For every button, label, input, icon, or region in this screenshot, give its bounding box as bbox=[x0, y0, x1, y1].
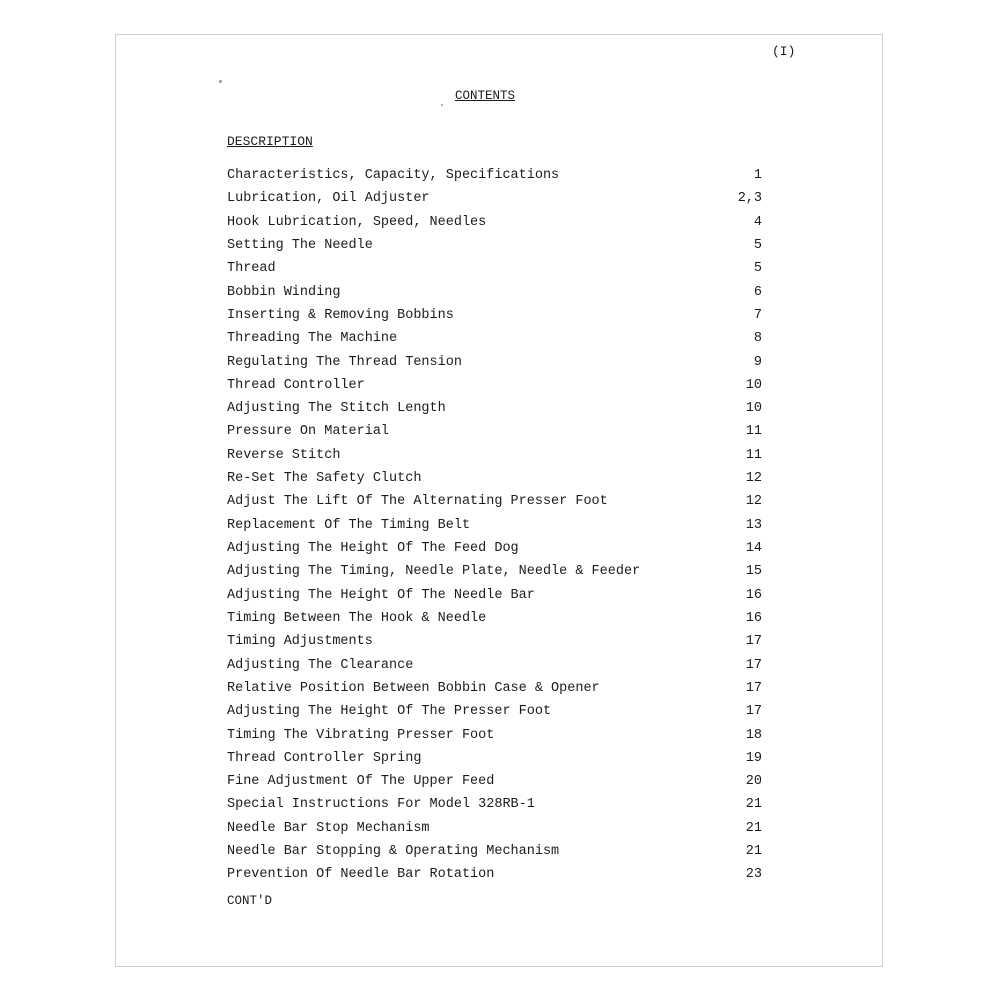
toc-entry-page: 12 bbox=[745, 494, 762, 510]
toc-entry bbox=[227, 164, 762, 187]
toc-entry-page: 16 bbox=[745, 587, 762, 603]
toc-entry bbox=[227, 793, 762, 816]
toc-entry bbox=[227, 630, 762, 653]
toc-entry-title: Fine Adjustment Of The Upper Feed bbox=[227, 774, 495, 790]
toc-entry-title: Adjusting The Clearance bbox=[227, 657, 414, 673]
toc-entry-page: 7 bbox=[753, 307, 762, 323]
toc-entry-title: Special Instructions For Model 328RB-1 bbox=[227, 797, 535, 813]
toc-entry-page: 17 bbox=[745, 704, 762, 720]
toc-entry-title: Thread bbox=[227, 261, 276, 277]
toc-entry-title: Threading The Machine bbox=[227, 331, 398, 347]
toc-entry-title: Reverse Stitch bbox=[227, 447, 341, 463]
toc-entry-page: 11 bbox=[745, 447, 762, 463]
toc-entry bbox=[227, 514, 762, 537]
toc-entry-page: 10 bbox=[745, 401, 762, 417]
page-number: (I) bbox=[772, 44, 796, 59]
toc-entry bbox=[227, 304, 762, 327]
toc-entry bbox=[227, 327, 762, 350]
toc-entry bbox=[227, 817, 762, 840]
toc-entry-page: 20 bbox=[745, 774, 762, 790]
toc-entry bbox=[227, 444, 762, 467]
toc-entry-page: 8 bbox=[753, 331, 762, 347]
toc-entry-title: Adjusting The Timing, Needle Plate, Needle & Feeder bbox=[227, 564, 641, 580]
contents-title: CONTENTS bbox=[455, 89, 516, 103]
toc-entry-title: Adjusting The Stitch Length bbox=[227, 401, 446, 417]
toc-entry bbox=[227, 374, 762, 397]
toc-entry-page: 13 bbox=[745, 517, 762, 533]
toc-entry bbox=[227, 257, 762, 280]
toc-entry-title: Adjusting The Height Of The Needle Bar bbox=[227, 587, 535, 603]
toc-entry bbox=[227, 187, 762, 210]
toc-entry-title: Replacement Of The Timing Belt bbox=[227, 517, 471, 533]
toc-entry-title: Characteristics, Capacity, Specifications bbox=[227, 168, 560, 183]
toc-entry bbox=[227, 724, 762, 747]
toc-entry-title: Needle Bar Stopping & Operating Mechanism bbox=[227, 844, 560, 860]
toc-entry-page: 21 bbox=[745, 820, 762, 836]
toc-entry bbox=[227, 863, 762, 886]
toc-entry-title: Re-Set The Safety Clutch bbox=[227, 471, 422, 487]
toc-entry bbox=[227, 490, 762, 513]
toc-entry-title: Prevention Of Needle Bar Rotation bbox=[227, 867, 495, 883]
toc-entry bbox=[227, 281, 762, 304]
toc-entry-page: 10 bbox=[745, 377, 762, 393]
toc-entry-title: Pressure On Material bbox=[227, 424, 390, 440]
toc-entry-page: 17 bbox=[745, 680, 762, 696]
toc-entry bbox=[227, 351, 762, 374]
toc-entry-page: 15 bbox=[745, 564, 762, 580]
toc-entry-page: 2,3 bbox=[737, 191, 762, 207]
toc-entry-title: Thread Controller Spring bbox=[227, 750, 422, 766]
toc-entry-page: 5 bbox=[753, 261, 762, 277]
toc-entry bbox=[227, 677, 762, 700]
toc-entry-page: 6 bbox=[753, 284, 762, 300]
scan-speck bbox=[441, 104, 443, 106]
section-heading: DESCRIPTION bbox=[227, 134, 313, 149]
scan-speck bbox=[219, 80, 222, 83]
toc-entry-title: Adjust The Lift Of The Alternating Presser Foot bbox=[227, 494, 608, 510]
toc-entry bbox=[227, 560, 762, 583]
toc-entry-title: Setting The Needle bbox=[227, 237, 373, 253]
toc-entry bbox=[227, 654, 762, 677]
toc-entry bbox=[227, 584, 762, 607]
toc-entry bbox=[227, 234, 762, 257]
toc-entry-title: Needle Bar Stop Mechanism bbox=[227, 820, 430, 836]
toc-entry bbox=[227, 397, 762, 420]
toc-entry-title: Relative Position Between Bobbin Case & Opener bbox=[227, 680, 600, 696]
toc-entry bbox=[227, 747, 762, 770]
continued-label: CONT'D bbox=[227, 894, 273, 908]
toc-entry bbox=[227, 420, 762, 443]
toc-entry-page: 19 bbox=[745, 750, 762, 766]
toc-entry-title: Hook Lubrication, Speed, Needles bbox=[227, 214, 487, 230]
toc-entry bbox=[227, 607, 762, 630]
toc-entry-title: Inserting & Removing Bobbins bbox=[227, 307, 454, 323]
toc-entry-title: Thread Controller bbox=[227, 377, 365, 393]
toc-entry-title: Timing Between The Hook & Needle bbox=[227, 610, 487, 626]
document-page bbox=[115, 34, 883, 967]
toc-entry bbox=[227, 211, 762, 234]
toc-entry-page: 1 bbox=[753, 168, 762, 183]
toc-entry-title: Lubrication, Oil Adjuster bbox=[227, 191, 430, 207]
toc-entry-page: 18 bbox=[745, 727, 762, 743]
toc-entry bbox=[227, 467, 762, 490]
toc-entry-page: 14 bbox=[745, 541, 762, 556]
toc-entry bbox=[227, 700, 762, 723]
toc-entry-title: Timing The Vibrating Presser Foot bbox=[227, 727, 495, 743]
toc-entry-title: Timing Adjustments bbox=[227, 634, 373, 650]
toc-entry-page: 17 bbox=[745, 634, 762, 650]
toc-entry bbox=[227, 770, 762, 793]
toc-entry-page: 5 bbox=[753, 237, 762, 253]
table-of-contents bbox=[227, 164, 762, 887]
toc-entry-page: 12 bbox=[745, 471, 762, 487]
toc-entry-page: 4 bbox=[753, 214, 762, 230]
toc-entry-title: Adjusting The Height Of The Feed Dog bbox=[227, 541, 519, 556]
toc-entry-page: 9 bbox=[753, 354, 762, 370]
toc-entry bbox=[227, 840, 762, 863]
toc-entry-title: Bobbin Winding bbox=[227, 284, 341, 300]
toc-entry-page: 11 bbox=[745, 424, 762, 440]
toc-entry-page: 21 bbox=[745, 797, 762, 813]
toc-entry-page: 21 bbox=[745, 844, 762, 860]
toc-entry-title: Adjusting The Height Of The Presser Foot bbox=[227, 704, 552, 720]
toc-entry-page: 23 bbox=[745, 867, 762, 883]
toc-entry-title: Regulating The Thread Tension bbox=[227, 354, 462, 370]
toc-entry bbox=[227, 537, 762, 560]
toc-entry-page: 17 bbox=[745, 657, 762, 673]
toc-entry-page: 16 bbox=[745, 610, 762, 626]
